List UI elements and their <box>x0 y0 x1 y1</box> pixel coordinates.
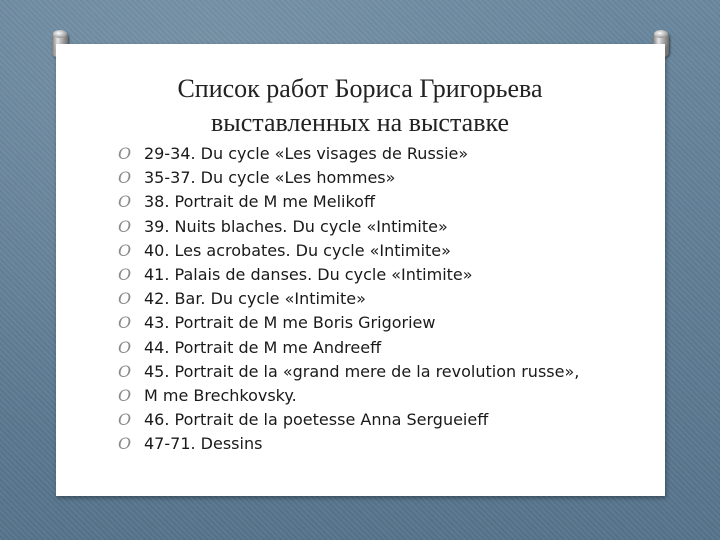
bullet-icon: O <box>118 434 132 454</box>
list-item <box>118 287 648 311</box>
slide-title <box>0 72 720 140</box>
bullet-icon: O <box>118 361 132 381</box>
bullet-icon: O <box>118 216 132 236</box>
item-text: 42. Bar. Du cycle «Intimite» <box>144 289 366 309</box>
bullet-icon: O <box>118 313 132 333</box>
list-item <box>118 190 648 214</box>
list-item <box>118 360 648 384</box>
bullet-icon: O <box>118 410 132 430</box>
item-text: 38. Portrait de M me Melikoff <box>144 192 375 212</box>
item-text: 40. Les acrobates. Du cycle «Intimite» <box>144 240 451 260</box>
list-item <box>118 142 648 166</box>
item-text: 29-34. Du cycle «Les visages de Russie» <box>144 144 469 163</box>
list-item <box>118 336 648 360</box>
bullet-icon: O <box>118 385 132 405</box>
bullet-icon: O <box>118 240 132 260</box>
bullet-icon: O <box>118 192 132 212</box>
item-text: 35-37. Du cycle «Les hommes» <box>144 168 396 188</box>
bullet-icon: O <box>118 264 132 284</box>
item-text: 46. Portrait de la poetesse Anna Sergueieff <box>144 410 489 430</box>
bullet-icon: O <box>118 289 132 309</box>
list-item <box>118 263 648 287</box>
list-item <box>118 432 648 456</box>
works-list <box>118 142 648 456</box>
list-item <box>118 215 648 239</box>
item-text: 43. Portrait de M me Boris Grigoriew <box>144 313 436 333</box>
list-item <box>118 384 648 408</box>
item-text: 39. Nuits blaches. Du cycle «Intimite» <box>144 216 448 236</box>
item-text: 41. Palais de danses. Du cycle «Intimite» <box>144 264 473 284</box>
item-text: 44. Portrait de M me Andreeff <box>144 337 382 357</box>
list-item <box>118 239 648 263</box>
bullet-icon: O <box>118 337 132 357</box>
item-text: 47-71. Dessins <box>144 434 263 454</box>
title-line: Список работ Бориса Григорьева <box>177 74 543 103</box>
item-text: M me Brechkovsky. <box>144 385 297 405</box>
list-item <box>118 166 648 190</box>
title-line: выставленных на выставке <box>210 108 509 137</box>
list-item <box>118 311 648 335</box>
bullet-icon: O <box>118 144 132 163</box>
item-text: 45. Portrait de la «grand mere de la revolution russe», <box>144 361 580 381</box>
list-item <box>118 408 648 432</box>
bullet-icon: O <box>118 168 132 188</box>
